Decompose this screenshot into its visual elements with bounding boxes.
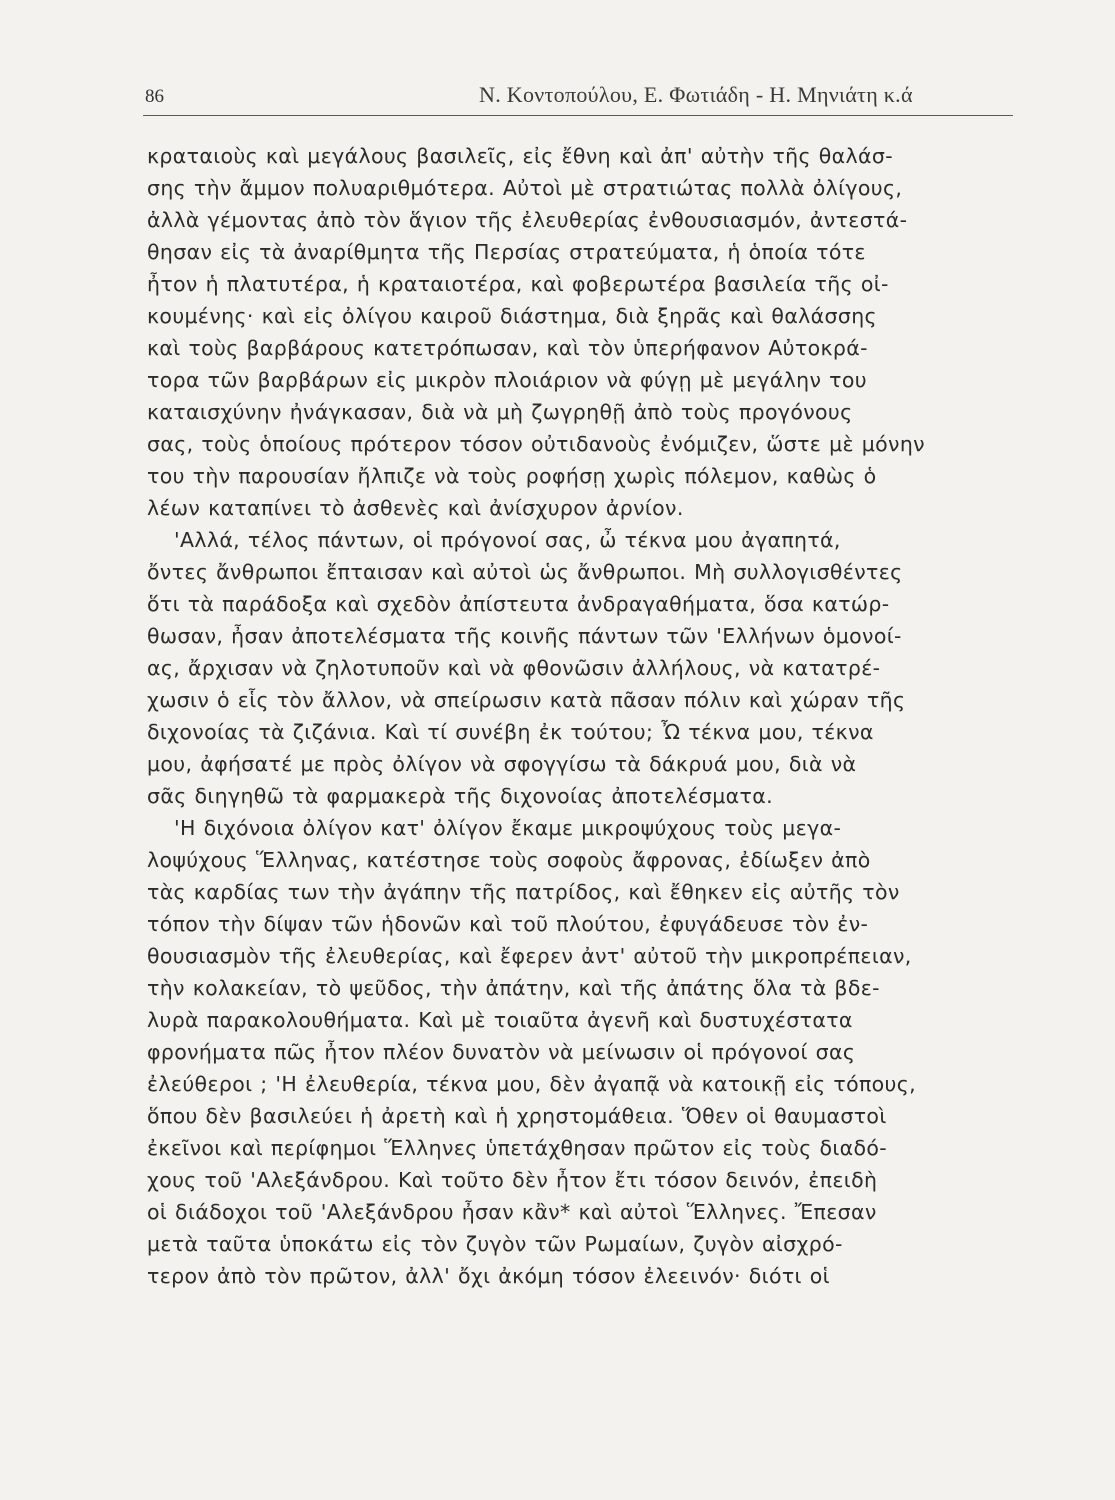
text-line: ἦτον ἡ πλατυτέρα, ἡ κραταιοτέρα, καὶ φοβερωτέρα βασιλεία τῆς οἰ- — [147, 272, 889, 296]
paragraph-start-line: 'Αλλά, τέλος πάντων, οἱ πρόγονοί σας, ὦ τέκνα μου ἀγαπητά, — [174, 528, 841, 552]
text-line: κουμένης· καὶ εἰς ὀλίγου καιροῦ διάστημα, διὰ ξηρᾶς καὶ θαλάσσης — [147, 304, 877, 328]
text-line: κραταιοὺς καὶ μεγάλους βασιλεῖς, εἰς ἔθνη καὶ ἀπ' αὐτὴν τῆς θαλάσ- — [147, 144, 893, 168]
text-line: τερον ἀπὸ τὸν πρῶτον, ἀλλ' ὄχι ἀκόμη τόσον ἐλεεινόν· διότι οἱ — [147, 1264, 830, 1288]
body-text — [147, 140, 1007, 1292]
text-line: λυρὰ παρακολουθήματα. Καὶ μὲ τοιαῦτα ἀγενῆ καὶ δυστυχέστατα — [147, 1008, 853, 1032]
text-line: ὅπου δὲν βασιλεύει ἡ ἀρετὴ καὶ ἡ χρηστομάθεια. Ὅθεν οἱ θαυμαστοὶ — [147, 1104, 887, 1128]
text-line: σᾶς διηγηθῶ τὰ φαρμακερὰ τῆς διχονοίας ἀποτελέσματα. — [147, 784, 773, 808]
text-line: ἐκεῖνοι καὶ περίφημοι Ἕλληνες ὑπετάχθησαν πρῶτον εἰς τοὺς διαδό- — [147, 1136, 888, 1160]
text-line: ὅτι τὰ παράδοξα καὶ σχεδὸν ἀπίστευτα ἀνδραγαθήματα, ὅσα κατώρ- — [147, 592, 890, 616]
running-head: N. Κοντοπούλου, Ε. Φωτιάδη - Η. Μηνιάτη κ.ά — [479, 82, 913, 107]
header-rule — [143, 115, 1013, 116]
text-line: τορα τῶν βαρβάρων εἰς μικρὸν πλοιάριον νὰ φύγῃ μὲ μεγάλην του — [147, 368, 867, 392]
text-line: θωσαν, ἦσαν ἀποτελέσματα τῆς κοινῆς πάντων τῶν 'Ελλήνων ὁμονοί- — [147, 624, 902, 648]
text-line: τὴν κολακείαν, τὸ ψεῦδος, τὴν ἀπάτην, καὶ τῆς ἀπάτης ὅλα τὰ βδε- — [147, 976, 880, 1000]
text-line: σας, τοὺς ὁποίους πρότερον τόσον οὐτιδανοὺς ἐνόμιζεν, ὥστε μὲ μόνην — [147, 432, 925, 456]
paragraph-start-line: 'Η διχόνοια ὀλίγον κατ' ὀλίγον ἔκαμε μικροψύχους τοὺς μεγα- — [174, 816, 842, 840]
text-line: ας, ἄρχισαν νὰ ζηλοτυποῦν καὶ νὰ φθονῶσιν ἀλλήλους, νὰ κατατρέ- — [147, 656, 881, 680]
text-line: σης τὴν ἄμμον πολυαριθμότερα. Αὐτοὶ μὲ στρατιώτας πολλὰ ὀλίγους, — [147, 176, 903, 200]
text-line: ἐλεύθεροι ; 'Η ἐλευθερία, τέκνα μου, δὲν ἀγαπᾷ νὰ κατοικῇ εἰς τόπους, — [147, 1072, 917, 1096]
text-line: χωσιν ὁ εἷς τὸν ἄλλον, νὰ σπείρωσιν κατὰ πᾶσαν πόλιν καὶ χώραν τῆς — [147, 688, 906, 712]
text-line: διχονοίας τὰ ζιζάνια. Καὶ τί συνέβη ἐκ τούτου; Ὦ τέκνα μου, τέκνα — [147, 720, 874, 744]
text-line: τὰς καρδίας των τὴν ἀγάπην τῆς πατρίδος, καὶ ἔθηκεν εἰς αὐτῆς τὸν — [147, 880, 900, 904]
text-line: φρονήματα πῶς ἦτον πλέον δυνατὸν νὰ μείνωσιν οἱ πρόγονοί σας — [147, 1040, 856, 1064]
text-line: οἱ διάδοχοι τοῦ 'Αλεξάνδρου ἦσαν κἂν* καὶ αὐτοὶ Ἕλληνες. Ἔπεσαν — [147, 1200, 877, 1224]
text-line: καταισχύνην ἠνάγκασαν, διὰ νὰ μὴ ζωγρηθῇ ἀπὸ τοὺς προγόνους — [147, 400, 853, 424]
text-line: θησαν εἰς τὰ ἀναρίθμητα τῆς Περσίας στρατεύματα, ἡ ὁποία τότε — [147, 240, 866, 264]
text-line: θουσιασμὸν τῆς ἐλευθερίας, καὶ ἔφερεν ἀντ' αὐτοῦ τὴν μικροπρέπειαν, — [147, 944, 912, 968]
page-number: 86 — [145, 86, 164, 107]
text-line: λέων καταπίνει τὸ ἀσθενὲς καὶ ἀνίσχυρον ἀρνίον. — [147, 496, 684, 520]
text-line: καὶ τοὺς βαρβάρους κατετρόπωσαν, καὶ τὸν ὑπερήφανον Αὐτοκρά- — [147, 336, 868, 360]
text-line: τόπον τὴν δίψαν τῶν ἡδονῶν καὶ τοῦ πλούτου, ἐφυγάδευσε τὸν ἐν- — [147, 912, 869, 936]
text-line: του τὴν παρουσίαν ἤλπιζε νὰ τοὺς ροφήσῃ χωρὶς πόλεμον, καθὼς ὁ — [147, 464, 877, 488]
text-line: μου, ἀφήσατέ με πρὸς ὀλίγον νὰ σφογγίσω τὰ δάκρυά μου, διὰ νὰ — [147, 752, 857, 776]
page-header — [143, 78, 1013, 118]
text-line: ἀλλὰ γέμοντας ἀπὸ τὸν ἅγιον τῆς ἐλευθερίας ἐνθουσιασμόν, ἀντεστά- — [147, 208, 908, 232]
text-line: λοψύχους Ἕλληνας, κατέστησε τοὺς σοφοὺς ἄφρονας, ἐδίωξεν ἀπὸ — [147, 848, 871, 872]
text-line: ὄντες ἄνθρωποι ἔπταισαν καὶ αὐτοὶ ὡς ἄνθρωποι. Μὴ συλλογισθέντες — [147, 560, 903, 584]
text-line: μετὰ ταῦτα ὑποκάτω εἰς τὸν ζυγὸν τῶν Ρωμαίων, ζυγὸν αἰσχρό- — [147, 1232, 843, 1256]
text-line: χους τοῦ 'Αλεξάνδρου. Καὶ τοῦτο δὲν ἦτον ἔτι τόσον δεινόν, ἐπειδὴ — [147, 1168, 878, 1192]
